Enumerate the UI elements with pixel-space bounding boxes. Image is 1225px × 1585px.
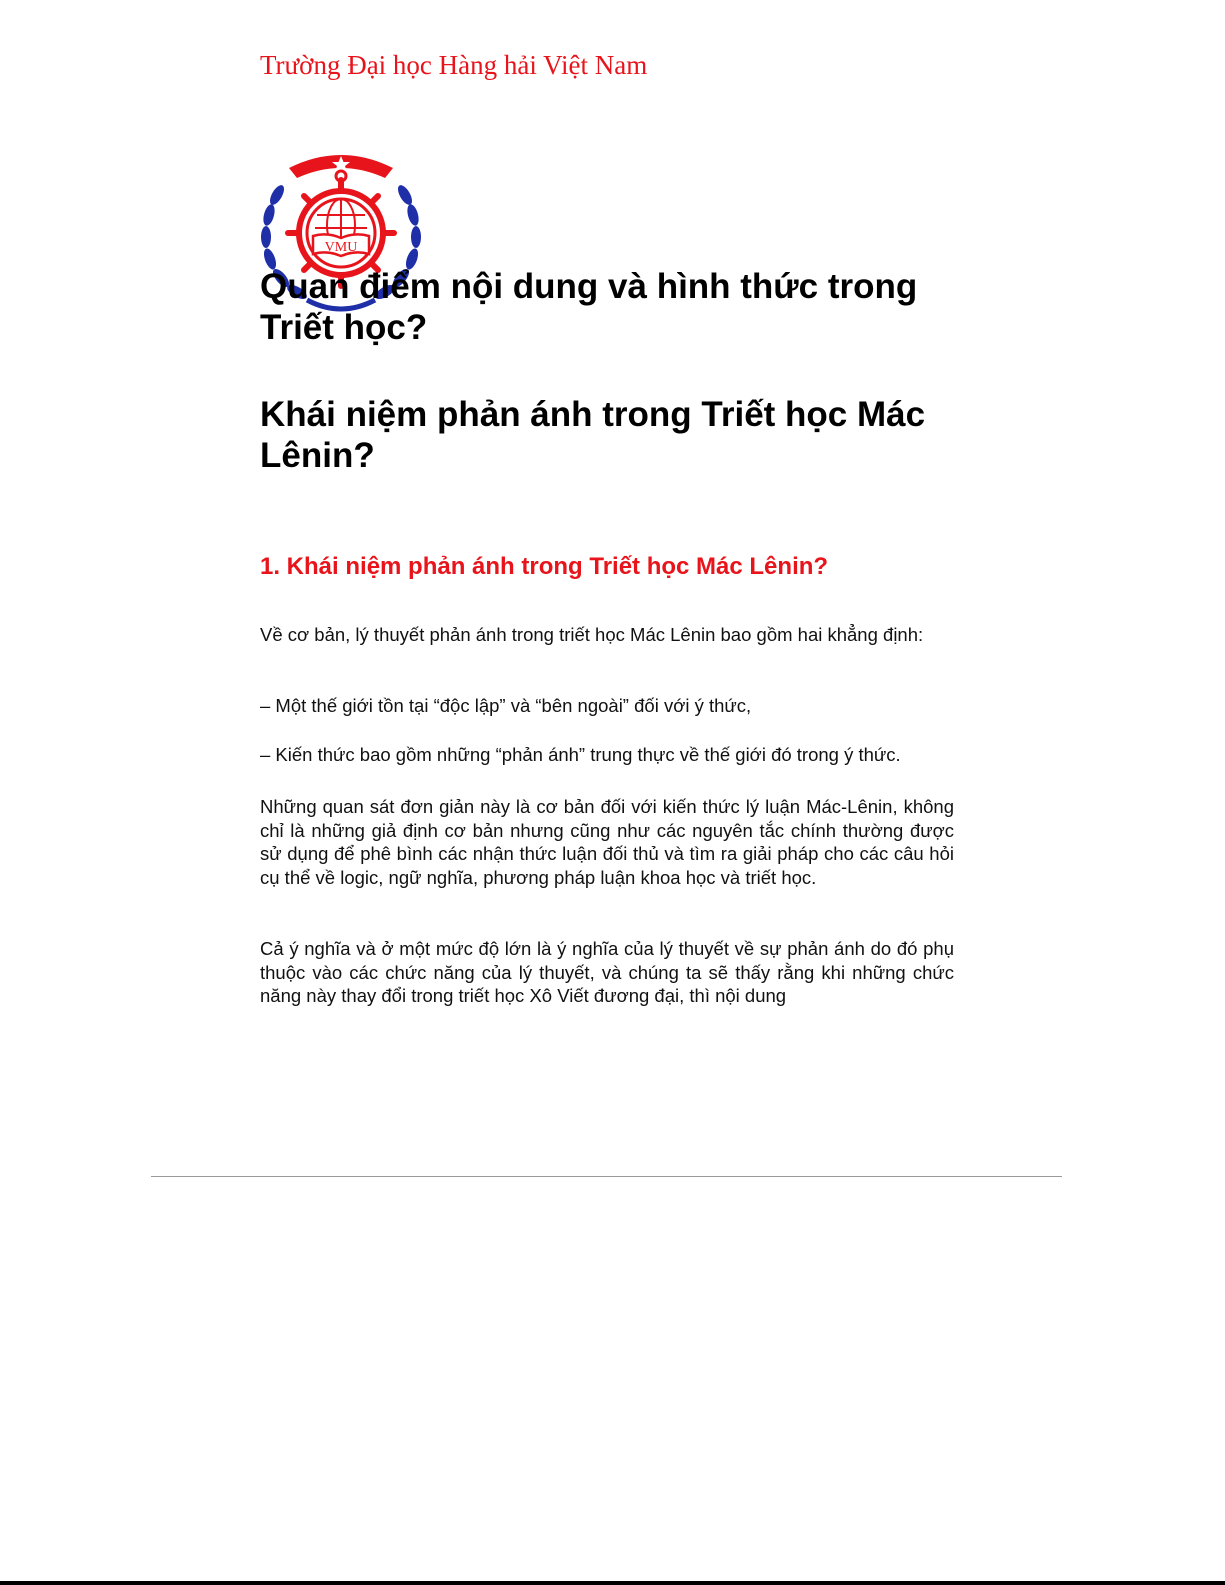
section-heading: 1. Khái niệm phản ánh trong Triết học Mác Lênin? <box>260 553 829 580</box>
bottom-border <box>0 1581 1225 1585</box>
paragraph-claim-1: – Một thế giới tồn tại “độc lập” và “bên ngoài” đối với ý thức, <box>260 695 752 716</box>
paragraph-observations: Những quan sát đơn giản này là cơ bản đối với kiến thức lý luận Mác-Lênin, không chỉ là những giả định cơ bản nhưng cũng như các nguyên tắc chính thường được sử dụng để phê bình các nhận thức luận đối thủ và tìm ra giải pháp cho các câu hỏi cụ thể về logic, ngữ nghĩa, phương pháp luận khoa học và triết học. <box>260 796 954 888</box>
school-name-header: Trường Đại học Hàng hải Việt Nam <box>260 50 648 80</box>
page-divider <box>151 1176 1062 1177</box>
paragraph-intro: Về cơ bản, lý thuyết phản ánh trong triết học Mác Lênin bao gồm hai khẳng định: <box>260 624 924 645</box>
sub-title: Khái niệm phản ánh trong Triết học Mác Lênin? <box>260 395 926 475</box>
paragraph-meaning: Cả ý nghĩa và ở một mức độ lớn là ý nghĩa của lý thuyết về sự phản ánh do đó phụ thuộc vào các chức năng của lý thuyết, và chúng ta sẽ thấy rằng khi những chức năng này thay đổi trong triết học Xô Viết đương đại, thì nội dung <box>260 938 954 1006</box>
main-title: Quan điểm nội dung và hình thức trong Triết học? <box>260 267 918 347</box>
svg-text:VMU: VMU <box>324 240 358 255</box>
paragraph-claim-2: – Kiến thức bao gồm những “phản ánh” trung thực về thế giới đó trong ý thức. <box>260 744 901 765</box>
